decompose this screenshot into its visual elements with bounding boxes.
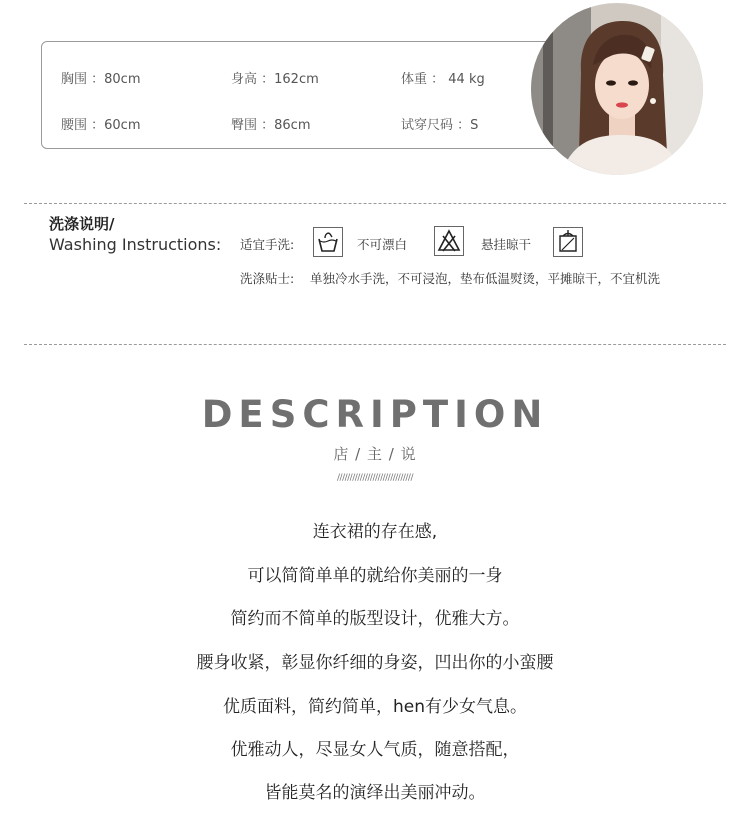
- decorative-slashes: //////////////////////////////: [337, 473, 413, 483]
- height-measurement: 身高 ：162cm: [231, 72, 319, 87]
- suitable-label: 适宜手洗:: [240, 237, 295, 252]
- description-line: 皆能莫名的演绎出美丽冲动。: [264, 783, 486, 803]
- section-divider: [24, 203, 726, 204]
- tips-label: 洗涤贴士:: [240, 271, 295, 286]
- no-bleach-label: 不可漂白: [357, 237, 408, 252]
- description-line: 可以简简单单的就给你美丽的一身: [247, 566, 503, 586]
- hang-dry-icon: [553, 227, 583, 257]
- model-measurements-card: [41, 41, 601, 149]
- description-title: DESCRIPTION: [201, 393, 549, 436]
- no-bleach-icon: [434, 226, 464, 256]
- description-line: 连衣裙的存在感,: [312, 522, 438, 542]
- washing-title-cn: 洗涤说明/: [49, 215, 115, 233]
- description-subtitle: 店 / 主 / 说: [333, 445, 417, 463]
- description-line: 腰身收紧，彰显你纤细的身姿，凹出你的小蛮腰: [196, 653, 554, 673]
- section-divider: [24, 344, 726, 345]
- description-line: 优质面料，简约简单，hen有少女气息。: [222, 697, 527, 717]
- waist-measurement: 腰围 ：60cm: [61, 118, 141, 133]
- hang-dry-label: 悬挂晾干: [481, 237, 532, 252]
- description-line: 简约而不简单的版型设计，优雅大方。: [230, 609, 520, 629]
- washing-tips-text: 单独冷水手洗，不可浸泡，垫布低温熨烫，平摊晾干，不宜机洗: [310, 271, 661, 286]
- hip-measurement: 臀围 ：86cm: [231, 118, 311, 133]
- description-line: 优雅动人，尽显女人气质，随意搭配，: [230, 740, 520, 760]
- weight-measurement: 体重 ： 44 kg: [401, 72, 485, 87]
- hand-wash-icon: [313, 227, 343, 257]
- model-avatar: [531, 3, 703, 175]
- bust-measurement: 胸围 ：80cm: [61, 72, 141, 87]
- tried-size: 试穿尺码 ：S: [401, 118, 479, 133]
- washing-title-en: Washing Instructions:: [49, 235, 222, 254]
